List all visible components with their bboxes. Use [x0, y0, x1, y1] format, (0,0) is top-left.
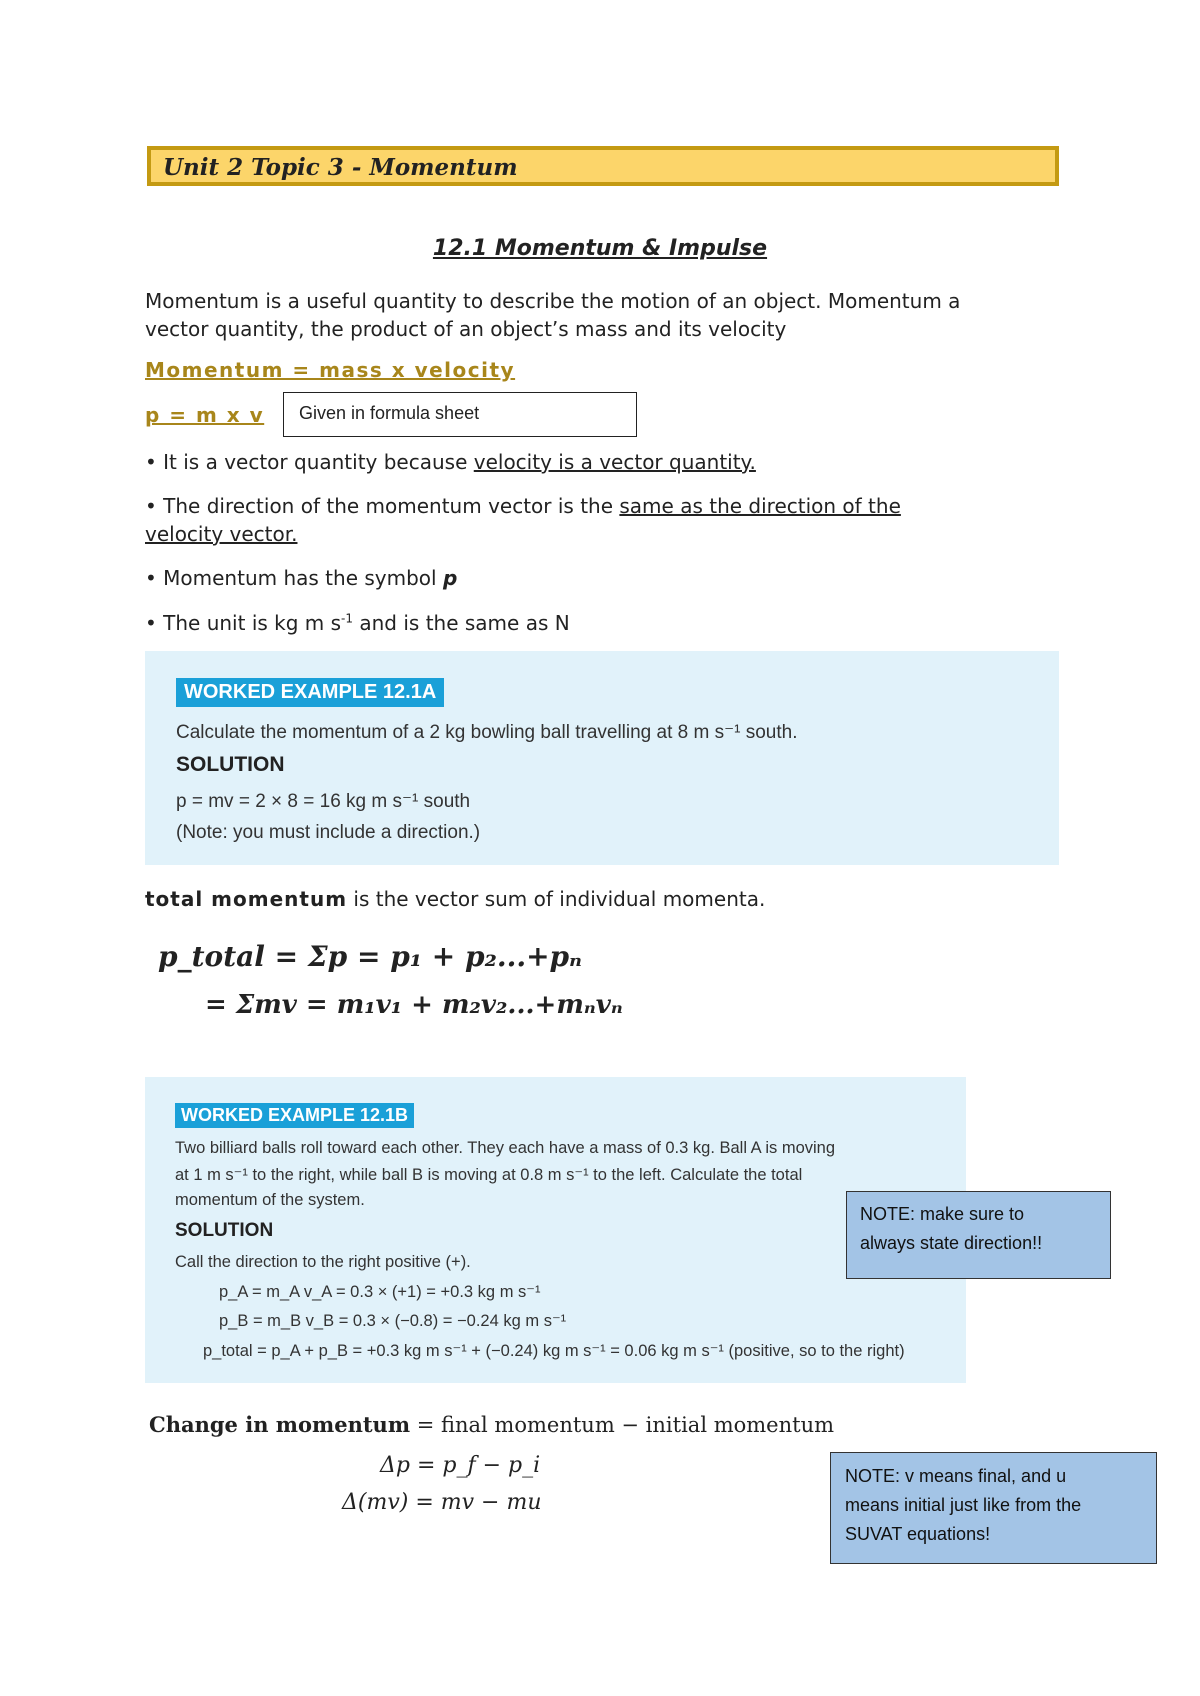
worked-example-b-solution-total: p_total = p_A + p_B = +0.3 kg m s⁻¹ + (−0.24) kg m s⁻¹ = 0.06 kg m s⁻¹ (positive, so to the right) [203, 1342, 905, 1360]
bullet-text: • The unit is kg m s [145, 611, 342, 635]
worked-example-b-solution-label: SOLUTION [175, 1220, 274, 1241]
bullet-vector-quantity [145, 448, 1065, 476]
change-in-momentum-definition [149, 1412, 834, 1437]
worked-example-b-question-1: Two billiard balls roll toward each other. They each have a mass of 0.3 kg. Ball A is moving [175, 1139, 836, 1157]
total-momentum-text: is the vector sum of individual momenta. [347, 887, 766, 911]
unit-title: Unit 2 Topic 3 - Momentum [163, 154, 518, 181]
note-state-direction [846, 1191, 1111, 1279]
change-in-momentum-text: = final momentum − initial momentum [410, 1413, 835, 1437]
total-momentum-definition [145, 885, 1075, 913]
worked-example-b-solution-intro: Call the direction to the right positive (+). [175, 1253, 471, 1271]
total-momentum-term: total momentum [145, 887, 348, 911]
change-in-momentum-equation-2: Δ(mv) = mv − mu [342, 1490, 542, 1515]
bullet-text: • Momentum has the symbol [145, 566, 443, 590]
bullet-text: • It is a vector quantity because [145, 450, 474, 474]
bullet-text: • The direction of the momentum vector is the [145, 494, 620, 518]
total-momentum-equation-1: p_total = Σp = p₁ + p₂...+pₙ [158, 940, 582, 973]
worked-example-a-solution-line: p = mv = 2 × 8 = 16 kg m s⁻¹ south [176, 791, 471, 812]
intro-line-2: vector quantity, the product of an object’s mass and its velocity [145, 317, 787, 341]
note-line: SUVAT equations! [845, 1524, 991, 1544]
change-in-momentum-term: Change in momentum [149, 1412, 411, 1437]
momentum-symbol: p [442, 566, 458, 590]
section-heading: 12.1 Momentum & Impulse [432, 236, 768, 261]
bullet-symbol [145, 564, 1065, 592]
worked-example-a-solution-label: SOLUTION [176, 753, 285, 776]
bullet-direction [145, 492, 1065, 520]
bullet-text: and is the same as N [353, 611, 570, 635]
worked-example-b-label: WORKED EXAMPLE 12.1B [175, 1103, 414, 1128]
unit-title-banner [147, 146, 1059, 186]
bullet-direction-continued [145, 520, 1065, 548]
momentum-word-formula: Momentum = mass x velocity [145, 358, 516, 382]
bullet-underlined-text: same as the direction of the [619, 494, 901, 518]
formula-sheet-callout: Given in formula sheet [283, 392, 637, 437]
worked-example-b-question-2: at 1 m s⁻¹ to the right, while ball B is moving at 0.8 m s⁻¹ to the left. Calculate the total [175, 1166, 803, 1184]
worked-example-a-question: Calculate the momentum of a 2 kg bowling ball travelling at 8 m s⁻¹ south. [176, 722, 798, 743]
worked-example-b-question-3: momentum of the system. [175, 1191, 365, 1209]
bullet-underlined-text: velocity is a vector quantity. [473, 450, 756, 474]
bullet-underlined-text: velocity vector. [145, 522, 298, 546]
worked-example-b [145, 1077, 966, 1383]
unit-exponent: -1 [341, 611, 354, 626]
note-line: NOTE: v means final, and u [845, 1466, 1067, 1486]
note-line: NOTE: make sure to [860, 1204, 1025, 1224]
worked-example-a [145, 651, 1059, 865]
note-final-initial-velocity [830, 1452, 1157, 1564]
bullet-unit [145, 609, 1065, 637]
note-line: always state direction!! [860, 1233, 1043, 1253]
worked-example-b-solution-b: p_B = m_B v_B = 0.3 × (−0.8) = −0.24 kg m s⁻¹ [219, 1312, 567, 1330]
worked-example-b-solution-a: p_A = m_A v_A = 0.3 × (+1) = +0.3 kg m s⁻¹ [219, 1283, 541, 1301]
total-momentum-equation-2: = Σmv = m₁v₁ + m₂v₂...+mₙvₙ [205, 990, 623, 1020]
intro-line-1: Momentum is a useful quantity to describe the motion of an object. Momentum a [145, 289, 961, 313]
note-line: means initial just like from the [845, 1495, 1082, 1515]
worked-example-a-note: (Note: you must include a direction.) [176, 822, 481, 843]
change-in-momentum-equation-1: Δp = p_f − p_i [380, 1453, 541, 1478]
worked-example-a-label: WORKED EXAMPLE 12.1A [176, 678, 444, 707]
momentum-symbol-formula: p = m x v [145, 403, 265, 427]
